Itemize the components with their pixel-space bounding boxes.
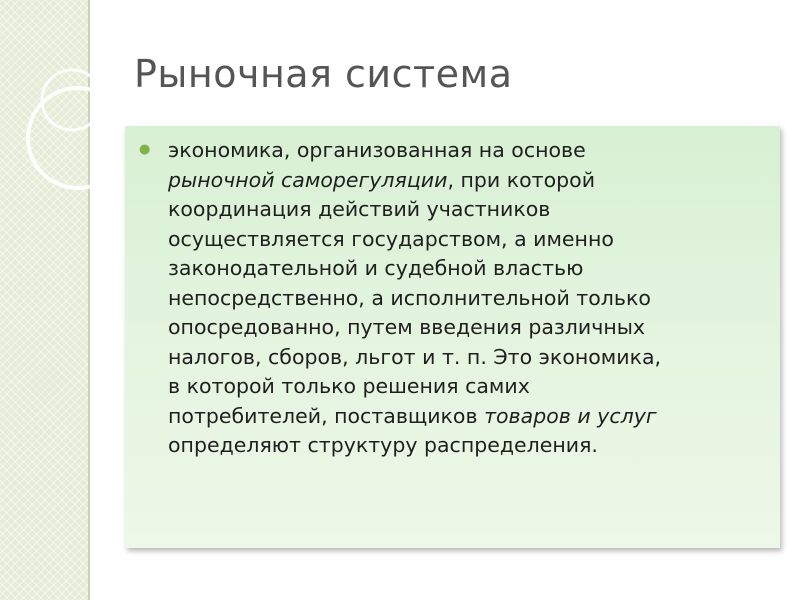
bullet-line: осуществляется государством, а именно bbox=[168, 226, 614, 251]
italic-term: рыночной саморегуляции bbox=[168, 167, 448, 192]
bullet-line: непосредственно, а исполнительной только bbox=[168, 285, 651, 310]
bullet-line: опосредованно, путем введения различных bbox=[168, 315, 646, 339]
bullet-dot-icon: ● bbox=[139, 142, 151, 157]
small-ring bbox=[42, 70, 102, 130]
bullet-line: координация действий участников bbox=[168, 197, 551, 221]
italic-term: товаров и услуг bbox=[484, 403, 657, 428]
bullet-line bbox=[168, 402, 780, 432]
bullet-line: налогов, сборов, льгот и т. п. Это экономика, bbox=[168, 344, 662, 369]
content-box bbox=[125, 126, 780, 548]
bullet-line: в которой только решения самих bbox=[168, 374, 530, 398]
bullet-line: экономика, организованная на основе bbox=[168, 138, 586, 162]
bullet-text bbox=[168, 136, 780, 461]
bullet-line-start: потребителей, поставщиков bbox=[168, 403, 485, 428]
bullet-line bbox=[168, 166, 780, 196]
decorative-rings bbox=[0, 0, 140, 200]
bullet-line: определяют структуру распределения. bbox=[168, 433, 598, 457]
slide-title: Рыночная система bbox=[134, 52, 513, 96]
bullet-line: законодательной и судебной властью bbox=[168, 256, 584, 280]
bullet-line-rest: , при которой bbox=[447, 167, 596, 192]
